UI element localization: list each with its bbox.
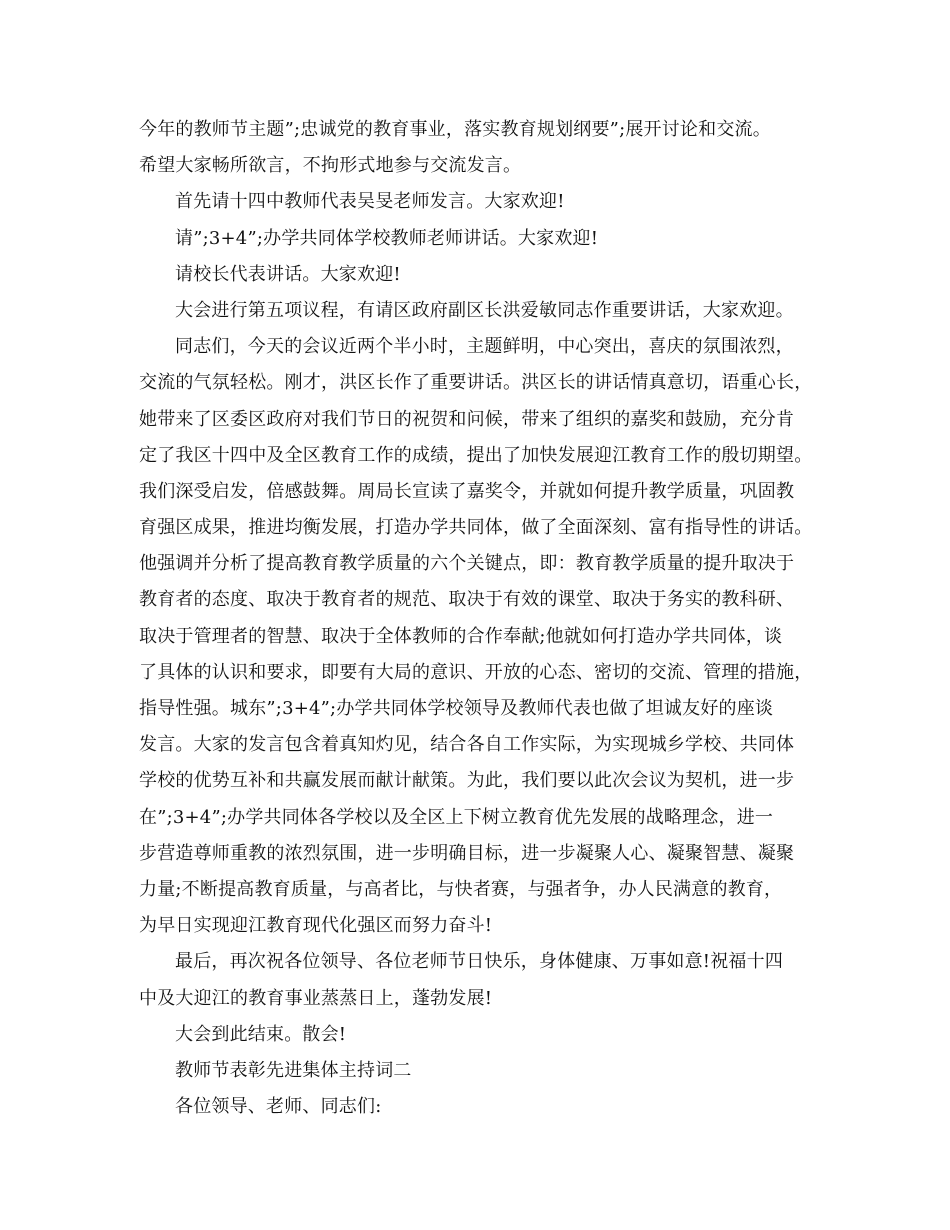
text-line: 他强调并分析了提高教育教学质量的六个关键点，即：教育教学质量的提升取决于 [139, 553, 795, 575]
text-line: 中及大迎江的教育事业蒸蒸日上，蓬勃发展! [139, 987, 493, 1009]
text-line: 大会进行第五项议程，有请区政府副区长洪爱敏同志作重要讲话，大家欢迎。 [175, 299, 794, 321]
text-line: 最后，再次祝各位领导、各位老师节日快乐，身体健康、万事如意!祝福十四 [175, 951, 784, 973]
text-line: 我们深受启发，倍感鼓舞。周局长宣读了嘉奖令，并就如何提升教学质量，巩固教 [139, 480, 795, 502]
text-line: 步营造尊师重教的浓烈氛围，进一步明确目标，进一步凝聚人心、凝聚智慧、凝聚 [139, 842, 795, 864]
text-line: 各位领导、老师、同志们: [175, 1096, 382, 1118]
text-line: 学校的优势互补和共赢发展而献计献策。为此，我们要以此次会议为契机，进一步 [139, 770, 795, 792]
text-line: 指导性强。城东”;3+4”;办学共同体学校领导及教师代表也做了坦诚友好的座谈 [139, 698, 774, 719]
text-line: 同志们，今天的会议近两个半小时，主题鲜明，中心突出，喜庆的氛围浓烈， [175, 336, 794, 358]
text-line: 为早日实现迎江教育现代化强区而努力奋斗! [139, 915, 493, 937]
text-line: 取决于管理者的智慧、取决于全体教师的合作奉献;他就如何打造办学共同体，谈 [139, 625, 783, 647]
section-heading: 教师节表彰先进集体主持词二 [175, 1059, 412, 1081]
text-line: 请”;3+4”;办学共同体学校教师老师讲话。大家欢迎! [175, 227, 599, 249]
text-line: 交流的气氛轻松。刚才，洪区长作了重要讲话。洪区长的讲话情真意切，语重心长， [139, 372, 813, 394]
text-line: 首先请十四中教师代表吴旻老师发言。大家欢迎! [175, 191, 565, 213]
text-line: 发言。大家的发言包含着真知灼见，结合各自工作实际，为实现城乡学校、共同体 [139, 734, 795, 756]
text-line: 了具体的认识和要求，即要有大局的意识、开放的心态、密切的交流、管理的措施， [139, 661, 813, 683]
text-line: 请校长代表讲话。大家欢迎! [175, 263, 401, 285]
text-line: 在”;3+4”;办学共同体各学校以及全区上下树立教育优先发展的战略理念，进一 [139, 806, 774, 828]
text-line: 大会到此结束。散会! [175, 1023, 347, 1045]
document-body [139, 112, 829, 1125]
text-line: 定了我区十四中及全区教育工作的成绩，提出了加快发展迎江教育工作的殷切期望。 [139, 444, 813, 466]
text-line: 力量;不断提高教育质量，与高者比，与快者赛，与强者争，办人民满意的教育， [139, 878, 783, 900]
text-line: 希望大家畅所欲言，不拘形式地参与交流发言。 [139, 155, 522, 177]
text-line: 她带来了区委区政府对我们节日的祝贺和问候，带来了组织的嘉奖和鼓励，充分肯 [139, 408, 795, 430]
text-line: 育强区成果，推进均衡发展，打造办学共同体，做了全面深刻、富有指导性的讲话。 [139, 517, 813, 539]
text-line: 今年的教师节主题”;忠诚党的教育事业，落实教育规划纲要”;展开讨论和交流。 [139, 119, 771, 140]
text-line: 教育者的态度、取决于教育者的规范、取决于有效的课堂、取决于务实的教科研、 [139, 589, 795, 611]
